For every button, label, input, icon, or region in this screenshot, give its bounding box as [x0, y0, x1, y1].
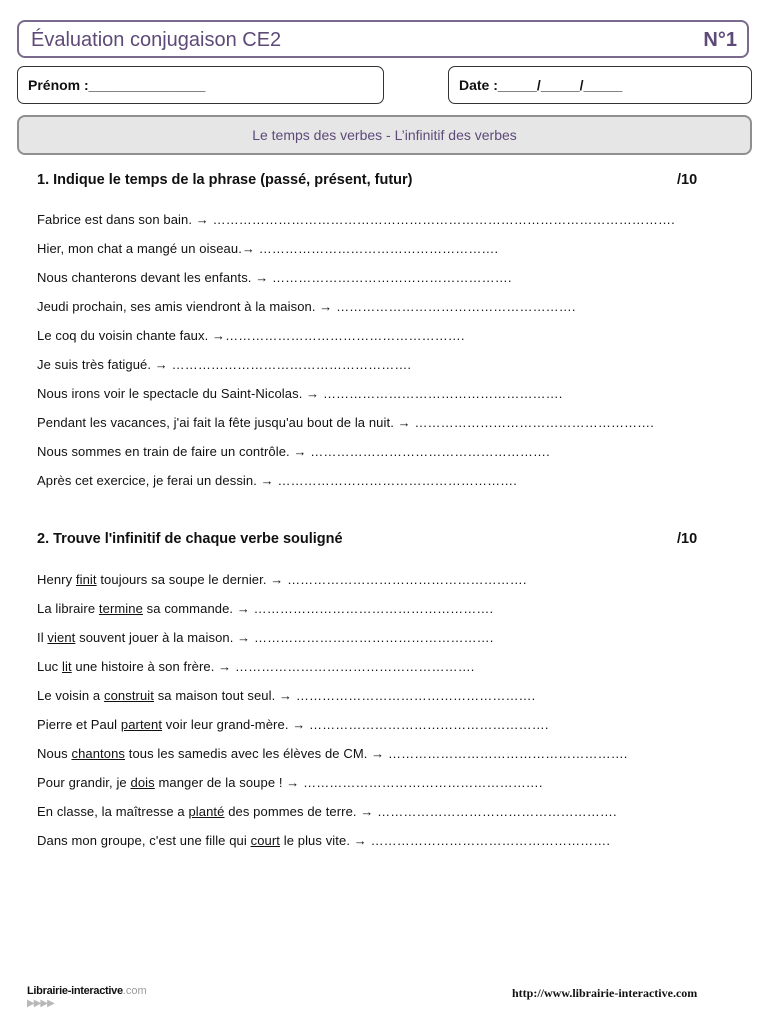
section1-score: /10 [677, 172, 698, 188]
underlined-verb: finit [75, 572, 97, 587]
s2-answer-line: voir leur grand-mère. → ………………………………………………. [162, 717, 549, 732]
footer-url[interactable]: http://www.librairie-interactive.com [512, 986, 698, 1000]
date-field[interactable]: Date :_____/_____/_____ [448, 66, 752, 104]
page-title: Évaluation conjugaison CE2 [31, 29, 282, 51]
prenom-field[interactable]: Prénom :_______________ [17, 66, 384, 104]
s1-item-8[interactable]: Pendant les vacances, j'ai fait la fête jusqu'au bout de la nuit. → ………………………………………………. [37, 415, 654, 430]
underlined-verb: termine [98, 601, 143, 616]
s2-answer-line: une histoire à son frère. → ………………………………………………. [71, 659, 475, 674]
s1-item-10[interactable]: Après cet exercice, je ferai un dessin. → ………………………………………………. [37, 473, 517, 488]
title-box [17, 20, 749, 58]
s1-item-2[interactable]: Hier, mon chat a mangé un oiseau.→ ………………………………………………. [37, 241, 499, 256]
evaluation-number: N°1 [703, 29, 737, 51]
logo-text: Librairie-interactive [27, 985, 123, 997]
s2-item-7[interactable] [37, 746, 628, 761]
underlined-verb: vient [47, 630, 76, 645]
s2-text: Henry [37, 572, 76, 587]
s2-answer-line: le plus vite. → ………………………………………………. [280, 833, 611, 848]
section2-score: /10 [677, 531, 698, 547]
s2-text: Pierre et Paul [37, 717, 121, 732]
s1-item-1[interactable]: Fabrice est dans son bain. → ……………………………………………………………………………………………. [37, 212, 675, 227]
s2-text: Le voisin a [37, 688, 104, 703]
s2-text: En classe, la maîtresse a [37, 804, 189, 819]
s2-item-5[interactable] [37, 688, 535, 703]
s1-item-9[interactable]: Nous sommes en train de faire un contrôle. → ………………………………………………. [37, 444, 550, 459]
s2-item-10[interactable] [37, 833, 610, 848]
subject-banner: Le temps des verbes - L’infinitif des verbes [17, 115, 752, 155]
s2-answer-line: manger de la soupe ! → ………………………………………………. [154, 775, 543, 790]
underlined-verb: planté [188, 804, 225, 819]
underlined-verb: partent [120, 717, 163, 732]
underlined-verb: lit [61, 659, 72, 674]
s2-text: Nous [37, 746, 72, 761]
underlined-verb: construit [103, 688, 154, 703]
s2-text: Il [37, 630, 48, 645]
s2-text: Dans mon groupe, c'est une fille qui [37, 833, 251, 848]
s1-item-7[interactable]: Nous irons voir le spectacle du Saint-Nicolas. → ………………………………………………. [37, 386, 563, 401]
s2-item-8[interactable] [37, 775, 543, 790]
librairie-logo [27, 985, 147, 1009]
underlined-verb: chantons [71, 746, 126, 761]
section2-heading: 2. Trouve l'infinitif de chaque verbe souligné [37, 531, 343, 547]
section1-heading: 1. Indique le temps de la phrase (passé, présent, futur) [37, 172, 413, 188]
s2-item-3[interactable] [37, 630, 494, 645]
s2-item-1[interactable] [37, 572, 527, 587]
s2-item-6[interactable] [37, 717, 549, 732]
s2-item-2[interactable] [37, 601, 493, 616]
logo-suffix: .com [122, 985, 147, 997]
s2-answer-line: souvent jouer à la maison. → ………………………………………………. [75, 630, 494, 645]
s2-text: La libraire [37, 601, 99, 616]
s2-answer-line: sa commande. → ………………………………………………. [142, 601, 494, 616]
s2-answer-line: des pommes de terre. → ………………………………………………. [224, 804, 617, 819]
s2-answer-line: sa maison tout seul. → ………………………………………………. [154, 688, 536, 703]
s2-text: Pour grandir, je [37, 775, 131, 790]
s2-answer-line: tous les samedis avec les élèves de CM. → ………………………………………………. [125, 746, 628, 761]
underlined-verb: dois [130, 775, 155, 790]
s1-item-3[interactable]: Nous chanterons devant les enfants. → ………………………………………………. [37, 270, 512, 285]
s2-answer-line: toujours sa soupe le dernier. → ………………………………………………. [96, 572, 527, 587]
s2-item-9[interactable] [37, 804, 617, 819]
logo-arrows-icon: ▶▶▶▶ [27, 998, 54, 1009]
s1-item-5[interactable]: Le coq du voisin chante faux. →………………………………………………. [37, 328, 465, 343]
s1-item-6[interactable]: Je suis très fatigué. → ………………………………………………. [37, 357, 412, 372]
s2-item-4[interactable] [37, 659, 475, 674]
s2-text: Luc [37, 659, 62, 674]
s1-item-4[interactable]: Jeudi prochain, ses amis viendront à la maison. → ………………………………………………. [37, 299, 576, 314]
underlined-verb: court [250, 833, 280, 848]
